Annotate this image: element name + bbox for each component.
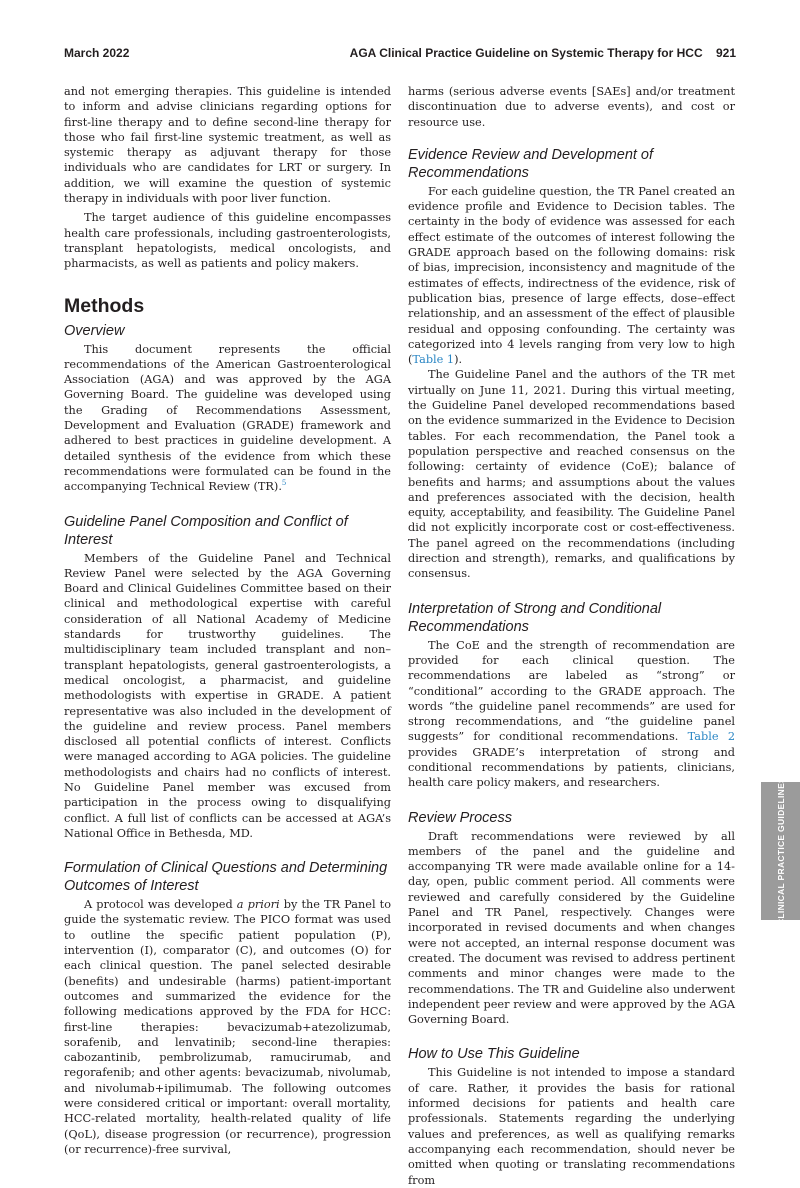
interpretation-paragraph: The CoE and the strength of recommendation are provided for each clinical question. The recommendations are labeled as “strong” or “conditional” according to the GRADE approach. The words “the guideline panel recommends” are used for strong recommendations, and “the guideline panel suggests” for conditional recommendations. Table 2 provides GRADE’s interpretation of strong and conditional recommendations by patients, clinicians, health care policy makers, and researchers. [408, 638, 736, 790]
overview-heading: Overview [64, 322, 125, 339]
formulation-heading: Formulation of Clinical Questions and Determining Outcomes of Interest [64, 860, 388, 895]
intro-paragraph: and not emerging therapies. This guideline is intended to inform and advise clinicians regarding options for first-line therapy and to define second-line therapy for those who fail first-line systemic treatment, as well as systemic therapy as adjuvant therapy for those individuals who are candidates for LRT or surgery. In addition, we will examine the question of systemic therapy in individuals with poor liver function. [64, 85, 391, 206]
evidence-review-paragraph: For each guideline question, the TR Panel created an evidence profile and Evidence to Decision tables. The certainty in the body of evidence was assessed for each effect estimate of the outcomes of interest following the GRADE approach based on the following domains: risk of bias, imprecision, inconsistency and magnitude of the estimates of effects, indirectness of the evidence, risk of publication bias, presence of large effects, dose–effect relationship, and an assessment of the effect of plausible residual and opposing confounding. The certainty was categorized into 4 levels ranging from very low to high (Table 1). [408, 184, 735, 367]
review-process-paragraph: Draft recommendations were reviewed by all members of the panel and the guideline and accompanying TR were made available online for a 14-day, open, public comment period. All comments were reviewed and carefully considered by the Guideline Panel and TR Panel, respectively. Changes were incorporated in revised documents and when changes were not accepted, an internal response document was created. The document was revised to address pertinent comments and minor changes were made to the recommendations. The TR and Guideline also underwent independent peer review and were approved by the AGA Governing Board. [408, 829, 735, 1027]
harms-paragraph: harms (serious adverse events [SAEs] and/or treatment discontinuation due to adverse events), and cost or resource use. [408, 85, 735, 129]
running-title: AGA Clinical Practice Guideline on Systemic Therapy for HCC 921 [349, 46, 736, 60]
issue-date: March 2022 [64, 46, 130, 60]
panel-meeting-paragraph: The Guideline Panel and the authors of the TR met virtually on June 11, 2021. During this virtual meeting, the Guideline Panel developed recommendations based on the evidence summarized in the Evidence to Decision tables. For each recommendation, the Panel took a population perspective and reached consensus on the following: certainty of evidence (CoE); balance of benefits and harms; and assumptions about the values and preferences associated with the decision, health equity, acceptability, and feasibility. The Guideline Panel did not explicitly incorporate cost or cost-effectiveness. The panel agreed on the recommendations (including direction and strength), remarks, and qualifications by consensus. [408, 368, 735, 581]
evidence-review-heading: Evidence Review and Development of Recommendations [408, 146, 654, 181]
overview-paragraph: This document represents the official recommendations of the American Gastroenterological Association (AGA) and was approved by the AGA Governing Board. The guideline was developed using the Grading of Recommendations Assessment, Development and Evaluation (GRADE) framework and adhered to best practices in guideline development. A detailed synthesis of the evidence from which these recommendations were formulated can be found in the accompanying Technical Review (TR).$^5$ [64, 342, 391, 494]
audience-paragraph: The target audience of this guideline encompasses health care professionals, including gastroenterologists, transplant hepatologists, medical oncologists, and pharmacists, as well as patients and policy makers. [64, 211, 391, 271]
panel-composition-heading: Guideline Panel Composition and Conflict of Interest [64, 513, 348, 548]
right-column [408, 84, 735, 1188]
how-to-use-heading: How to Use This Guideline [408, 1046, 580, 1063]
interpretation-heading: Interpretation of Strong and Conditional Recommendations [408, 600, 662, 635]
how-to-use-paragraph: This Guideline is not intended to impose a standard of care. Rather, it provides the basis for rational informed decisions for patients and health care professionals. Statements regarding the underlying values and preferences, as well as qualifying remarks accompanying each recommendation, should never be omitted when quoting or translating recommendations from [408, 1066, 735, 1187]
table-1-link[interactable]: Table 1 [412, 353, 455, 367]
panel-composition-paragraph: Members of the Guideline Panel and Technical Review Panel were selected by the AGA Governing Board and Clinical Guidelines Committee based on their clinical and methodological expertise with careful consideration of all National Academy of Medicine standards for trustworthy guidelines. The multidisciplinary team included transplant and non–transplant hepatologists, general gastroenterologists, a medical oncologist, a pharmacist, and guideline methodologists with expertise in GRADE. A patient representative was also included in the development of the guideline and review process. Panel members disclosed all potential conflicts of interest. Conflicts were managed according to AGA policies. The guideline methodologists and chairs had no conflicts of interest. No Guideline Panel member was excused from participation in the process owing to disqualifying conflict. A full list of conflicts can be accessed at AGA’s National Office in Bethesda, MD. [64, 551, 391, 840]
formulation-paragraph: A protocol was developed a priori by the TR Panel to guide the systematic review. The PICO format was used to outline the specific patient population (P), intervention (I), comparator (C), and outcomes (O) for each clinical question. The panel selected desirable (benefits) and undesirable (harms) patient-important outcomes and summarized the evidence for the following medications approved by the FDA for HCC: first-line therapies: bevacizumab+atezolizumab, sorafenib, and lenvatinib; second-line therapies: cabozantinib, pembrolizumab, ramucirumab, and regorafenib; and other agents: bevacizumab, nivolumab, and nivolumab+ipilimumab. The following outcomes were considered critical or important: overall mortality, HCC-related mortality, health-related quality of life (QoL), disease progression (or recurrence), progression (or recurrence)-free survival, [64, 898, 392, 1156]
review-process-heading: Review Process [408, 809, 512, 826]
left-column [64, 84, 391, 1157]
methods-heading: Methods [64, 294, 145, 317]
side-tab-label: CLINICAL PRACTICE GUIDELINES [775, 776, 786, 926]
running-header [64, 46, 736, 62]
section-side-tab [761, 776, 800, 926]
table-2-link[interactable]: Table 2 [687, 730, 736, 744]
reference-link[interactable]: 5 [281, 479, 287, 488]
